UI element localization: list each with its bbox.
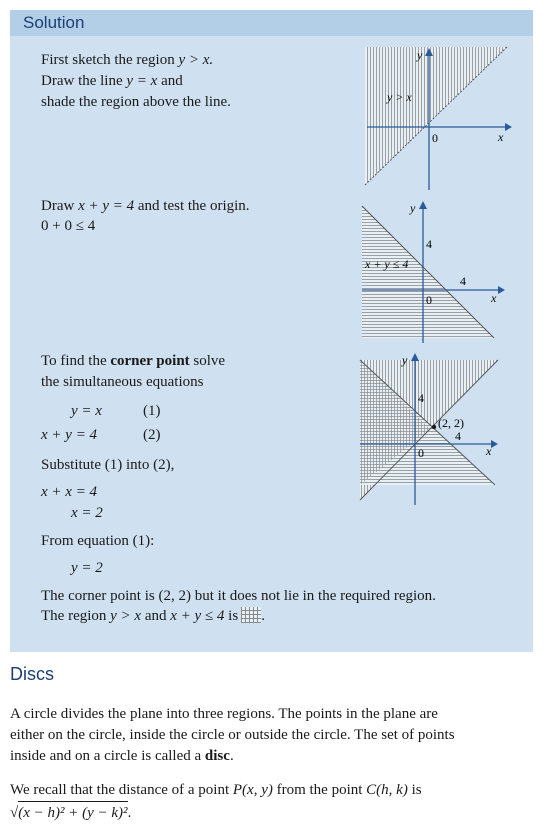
step3-line2: the simultaneous equations [41, 374, 204, 390]
distance-formula: √(x − h)² + (y − k)². [10, 801, 530, 824]
x-axis-label: x [486, 444, 492, 458]
step1-line1: First sketch the region y > x. [41, 52, 214, 68]
corner-sentence: The corner point is (2, 2) but it does not lie in the required region. [41, 588, 436, 604]
equation-1: y = x [71, 403, 102, 419]
solution-heading: Solution [23, 13, 85, 32]
substitute-line: Substitute (1) into (2), [41, 457, 175, 473]
x-axis-label: x [491, 291, 497, 305]
shading-sample [241, 607, 261, 623]
y-axis-label: y [410, 201, 416, 215]
origin-label: 0 [418, 446, 424, 460]
step1-line3: shade the region above the line. [41, 94, 231, 110]
graph-y-greater-x [355, 45, 520, 190]
region-label: y > x [387, 90, 412, 104]
step2-line2: 0 + 0 ≤ 4 [41, 218, 96, 234]
discs-para2: We recall that the distance of a point P(x, y) from the point C(h, k) is √(x − h)² + (y − k)². [10, 780, 530, 824]
region-label: x + y ≤ 4 [365, 257, 409, 271]
result-y: y = 2 [71, 560, 103, 576]
origin-label: 0 [432, 131, 438, 145]
step1-line2: Draw the line y = x and [41, 73, 183, 89]
corner-point-label: (2, 2) [438, 416, 464, 430]
y-axis-label: y [402, 353, 408, 367]
graph-x-plus-y-le-4 [360, 198, 515, 343]
corner-point [432, 425, 436, 429]
graph-combined-region [358, 350, 513, 505]
from-equation-line: From equation (1): [41, 533, 155, 549]
origin-label: 0 [426, 293, 432, 307]
tick-y-4: 4 [426, 237, 432, 251]
tick-x-4: 4 [455, 429, 461, 443]
equation-2: x + y = 4 [41, 427, 98, 443]
equation-2-tag: (2) [143, 427, 161, 443]
tick-y-4: 4 [418, 391, 424, 405]
substitution-1: x + x = 4 [41, 484, 98, 500]
step3-line1: To find the corner point solve [41, 353, 226, 369]
substitution-2: x = 2 [71, 505, 103, 521]
step2-line1: Draw x + y = 4 and test the origin. [41, 198, 250, 214]
solution-header [10, 10, 533, 36]
region-sentence: The region y > x and x + y ≤ 4 is . [41, 608, 265, 624]
y-axis-label: y [417, 48, 423, 62]
discs-para1: A circle divides the plane into three regions. The points in the plane are either on the circle, inside the circle or outside the circle. The set of points inside and on a circle is called a disc. [10, 706, 455, 764]
tick-x-4: 4 [460, 274, 466, 288]
x-axis-label: x [498, 130, 504, 144]
equation-1-tag: (1) [143, 403, 161, 419]
discs-title: Discs [10, 664, 54, 684]
